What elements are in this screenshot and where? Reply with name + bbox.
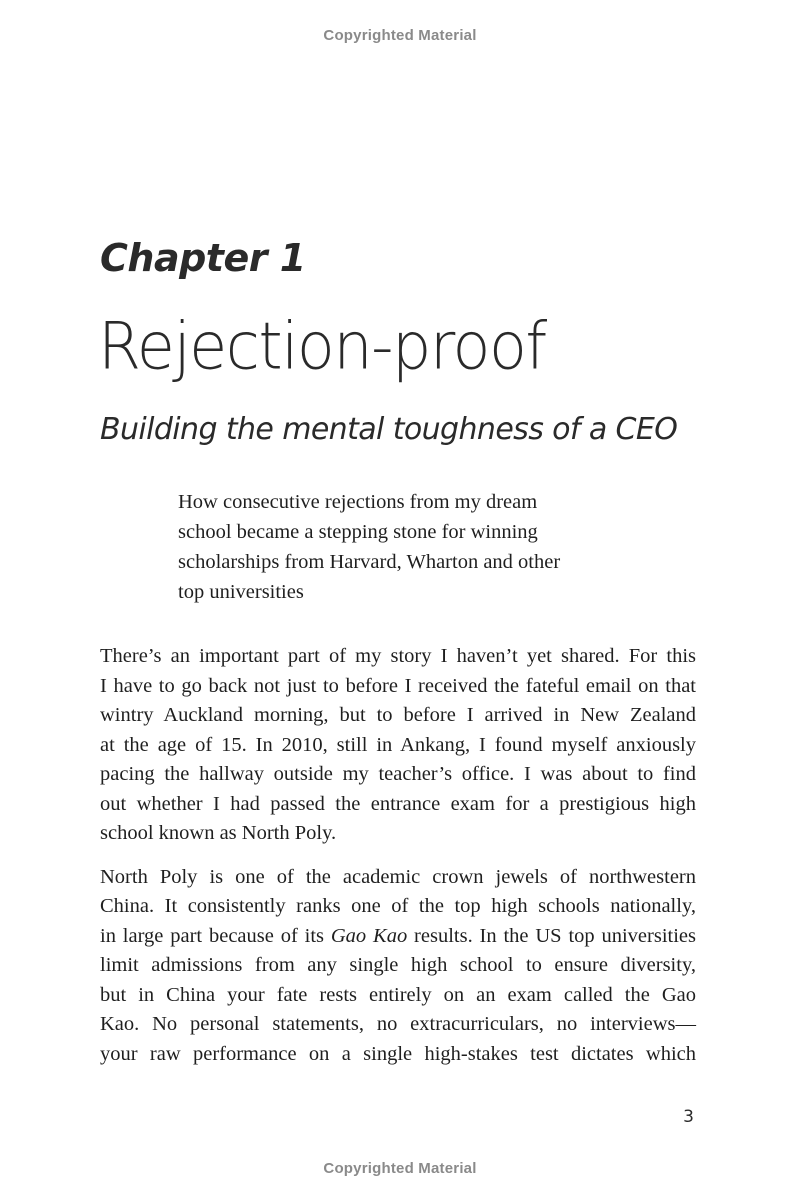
paragraph-line: There’s an important part of my story I haven’t yet shared. For this — [100, 645, 696, 667]
paragraph-line: Kao. No personal statements, no extracurriculars, no interviews— — [100, 1013, 696, 1035]
copyright-watermark-top: Copyrighted Material — [323, 27, 477, 44]
body-text — [100, 642, 696, 1083]
paragraph-line: I have to go back not just to before I received the fateful email on that — [100, 674, 696, 697]
paragraph-line: limit admissions from any single high school to ensure diversity, — [100, 954, 696, 976]
italic-term: Gao Kao — [330, 924, 408, 947]
chapter-number: Chapter 1 — [100, 236, 306, 280]
paragraph-line: wintry Auckland morning, but to before I arrived in New Zealand — [100, 704, 696, 726]
text-run: in large part because of its — [100, 924, 331, 947]
epigraph-line: top universities — [178, 581, 304, 603]
paragraph-line: out whether I had passed the entrance exam for a prestigious high — [100, 792, 696, 815]
paragraph-line: school known as North Poly. — [100, 822, 337, 844]
paragraph-line: at the age of 15. In 2010, still in Ankang, I found myself anxiously — [100, 733, 696, 756]
chapter-epigraph — [178, 487, 618, 607]
paragraph-line: China. It consistently ranks one of the top high schools nationally, — [100, 895, 696, 917]
epigraph-line: scholarships from Harvard, Wharton and other — [178, 551, 561, 573]
page-number: 3 — [683, 1107, 694, 1127]
paragraph-line — [100, 922, 696, 952]
paragraph — [100, 642, 696, 849]
text-run: results. In the US top universities — [407, 924, 696, 947]
paragraph-line: pacing the hallway outside my teacher’s office. I was about to find — [100, 763, 696, 785]
chapter-subtitle: Building the mental toughness of a CEO — [100, 412, 678, 447]
chapter-title: Rejection-proof — [98, 307, 546, 385]
paragraph-line: your raw performance on a single high-stakes test dictates which — [100, 1042, 696, 1065]
paragraph-line: North Poly is one of the academic crown jewels of northwestern — [100, 865, 696, 888]
paragraph — [100, 863, 696, 1070]
copyright-watermark-bottom: Copyrighted Material — [323, 1160, 477, 1177]
epigraph-line: school became a stepping stone for winning — [178, 521, 538, 543]
paragraph-line: but in China your fate rests entirely on an exam called the Gao — [100, 983, 696, 1006]
epigraph-line: How consecutive rejections from my dream — [178, 491, 538, 513]
